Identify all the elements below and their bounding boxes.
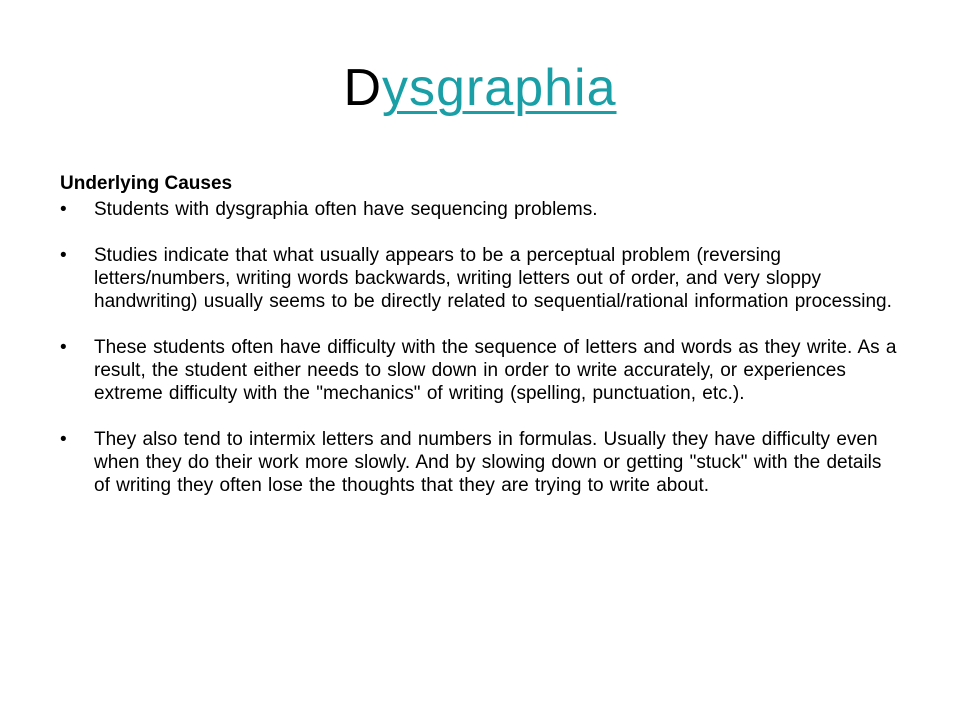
bullet-item [60,198,900,221]
section-heading: Underlying Causes [60,173,233,194]
bullet-text: They also tend to intermix letters and numbers in formulas. Usually they have difficulty even when they do their work more slowly. And by slowing down or getting "stuck" with the details of writing they often lose the thoughts that they are trying to write about. [94,429,882,496]
bullet-item [60,336,900,405]
bullet-text: Students with dysgraphia often have sequencing problems. [94,199,598,220]
bullet-icon: • [60,245,67,266]
bullet-list [60,198,900,520]
bullet-icon: • [60,429,67,450]
slide-title [0,56,960,120]
bullet-text: Studies indicate that what usually appears to be a perceptual problem (reversing letters/numbers, writing words backwards, writing letters out of order, and very sloppy handwriting) usually seems to be directly related to sequential/rational information processing. [94,245,892,312]
bullet-text: These students often have difficulty with the sequence of letters and words as they write. As a result, the student either needs to slow down in order to write accurately, or experiences extreme difficulty with the "mechanics" of writing (spelling, punctuation, etc.). [94,337,897,404]
bullet-icon: • [60,337,67,358]
title-hyperlink[interactable]: ysgraphia [382,59,617,117]
bullet-item [60,244,900,313]
bullet-icon: • [60,199,67,220]
bullet-item [60,428,900,497]
title-first-letter: D [343,59,383,117]
